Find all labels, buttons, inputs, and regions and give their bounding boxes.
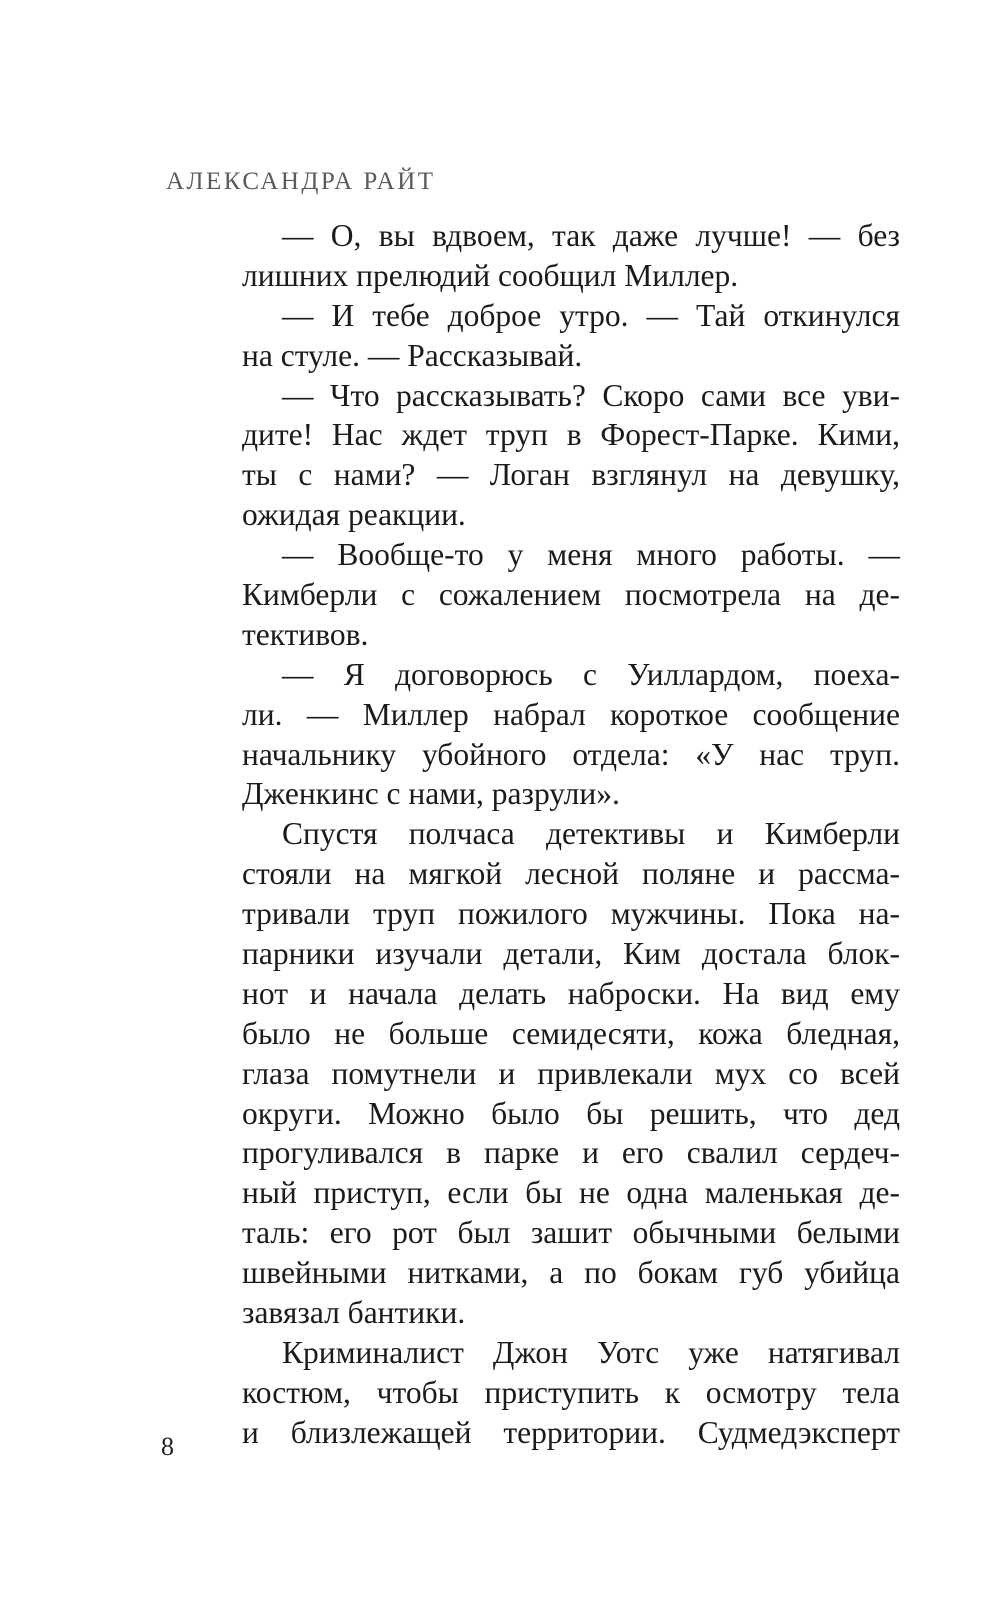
text-line: — О, вы вдвоем, так даже лучше! — без: [282, 218, 900, 253]
body-text: [242, 216, 900, 1453]
text-line: ты с нами? — Логан взглянул на девушку,: [242, 457, 900, 493]
text-line: стояли на мягкой лесной поляне и рассма-: [242, 856, 900, 892]
text-line: на стуле. — Рассказывай.: [242, 337, 583, 373]
text-line: — И тебе доброе утро. — Тай откинулся: [282, 297, 900, 333]
text-line: ный приступ, если бы не одна маленькая де-: [242, 1175, 900, 1211]
text-line: лишних прелюдий сообщил Миллер.: [242, 257, 739, 293]
text-line: Дженкинс с нами, разрули».: [242, 776, 620, 812]
text-line: округи. Можно было бы решить, что дед: [242, 1095, 900, 1131]
text-line: завязал бантики.: [242, 1295, 466, 1331]
text-line: дите! Нас ждет труп в Форест-Парке. Кими,: [242, 417, 900, 453]
text-line: — Я договорюсь с Уиллардом, поеха-: [282, 656, 900, 692]
text-line: тективов.: [242, 616, 369, 652]
text-line: Криминалист Джон Уотс уже натягивал: [282, 1334, 900, 1370]
text-line: было не больше семидесяти, кожа бледная,: [242, 1015, 900, 1051]
text-line: Спустя полчаса детективы и Кимберли: [282, 816, 900, 852]
text-line: тривали труп пожилого мужчины. Пока на-: [242, 896, 900, 932]
page-number: 8: [161, 1432, 174, 1461]
text-line: ли. — Миллер набрал короткое сообщение: [242, 696, 900, 732]
text-line: таль: его рот был зашит обычными белыми: [242, 1215, 900, 1251]
text-line: и близлежащей территории. Судмедэксперт: [242, 1414, 900, 1450]
text-line: — Что рассказывать? Скоро сами все уви-: [282, 377, 900, 413]
text-line: — Вообще-то у меня много работы. —: [282, 537, 900, 573]
text-line: прогуливался в парке и его свалил сердеч-: [242, 1135, 900, 1171]
text-line: нот и начала делать наброски. На вид ему: [242, 975, 900, 1011]
text-line: начальнику убойного отдела: «У нас труп.: [242, 736, 900, 772]
text-line: Кимберли с сожалением посмотрела на де-: [242, 577, 900, 613]
text-line: парники изучали детали, Ким достала блок-: [242, 936, 900, 972]
running-head-author: АЛЕКСАНДРА РАЙТ: [166, 168, 436, 195]
text-line: ожидая реакции.: [242, 497, 466, 533]
text-line: костюм, чтобы приступить к осмотру тела: [242, 1374, 900, 1410]
text-line: глаза помутнели и привлекали мух со всей: [242, 1055, 900, 1091]
text-line: швейными нитками, а по бокам губ убийца: [242, 1255, 900, 1291]
